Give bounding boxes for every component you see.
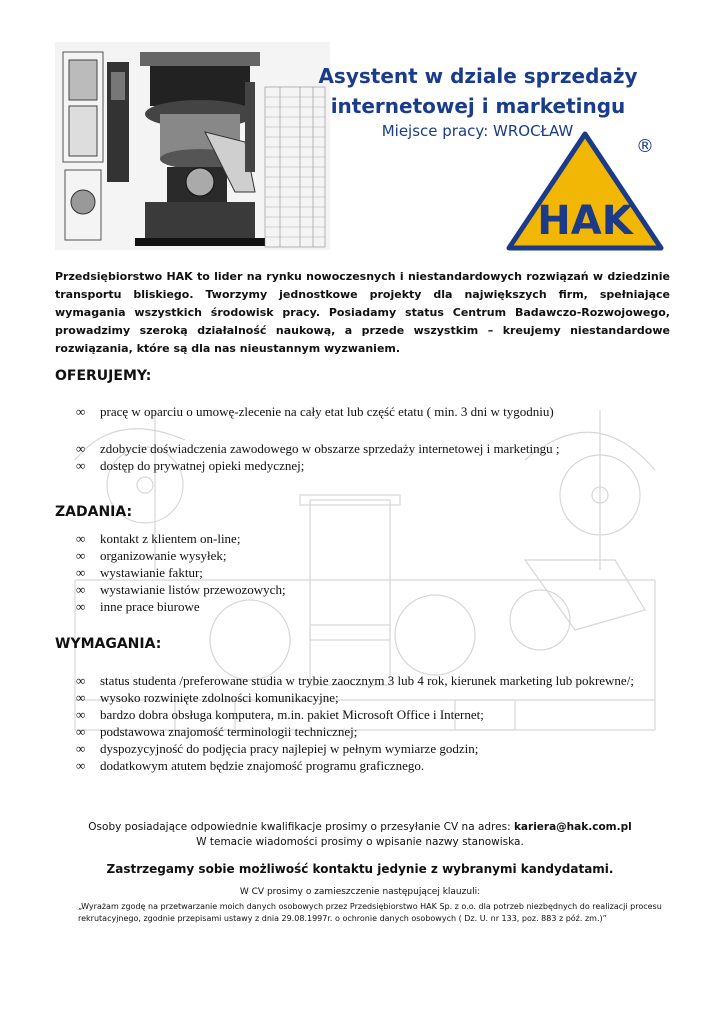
list-item: ∞ kontakt z klientem on-line;	[76, 531, 241, 546]
bullet-icon: ∞	[76, 673, 86, 688]
apply-subject-note: W temacie wiadomości prosimy o wpisanie nazwy stanowiska.	[196, 836, 524, 848]
list-item: ∞ podstawowa znajomość terminologii technicznej;	[76, 724, 358, 739]
bullet-icon: ∞	[76, 690, 86, 705]
job-title-line1: Asystent w dziale sprzedaży	[318, 64, 638, 88]
bullet-icon: ∞	[76, 565, 86, 580]
job-location: Miejsce pracy: WROCŁAW	[381, 122, 574, 140]
list-item: ∞ wystawianie faktur;	[76, 565, 203, 580]
offer-list	[76, 403, 676, 420]
bullet-icon: ∞	[76, 707, 86, 722]
list-item: ∞ zdobycie doświadczenia zawodowego w obszarze sprzedaży internetowej i marketingu ;	[76, 441, 560, 456]
list-item: ∞ status studenta /preferowane studia w trybie zaocznym 3 lub 4 rok, kierunek marketing lub pokrewne/;	[76, 673, 634, 688]
hak-logo	[505, 130, 665, 252]
bullet-icon: ∞	[76, 441, 86, 456]
bullet-icon: ∞	[76, 582, 86, 597]
bullet-icon: ∞	[76, 758, 86, 773]
bullet-icon: ∞	[76, 724, 86, 739]
list-item: ∞ organizowanie wysyłek;	[76, 548, 227, 563]
bullet-icon: ∞	[76, 458, 86, 473]
registered-mark: ®	[636, 136, 654, 157]
company-intro: Przedsiębiorstwo HAK to lider na rynku nowoczesnych i niestandardowych rozwiązań w dziedzinie transportu bliskiego. Tworzymy jednostkowe projekty dla największych firm, spełniające wymagania wszystkich środowisk pracy. Posiadamy status Centrum Badawczo-Rozwojowego, prowadzimy szeroką działalność naukową, a przede wszystkim – kreujemy niestandardowe rozwiązania, które są dla nas nieustannym wyzwaniem.	[55, 270, 670, 355]
bullet-icon: ∞	[76, 599, 86, 614]
apply-instructions: Osoby posiadające odpowiednie kwalifikacje prosimy o przesyłanie CV na adres: kariera@hak.com.pl	[88, 821, 632, 833]
reserve-note: Zastrzegamy sobie możliwość kontaktu jedynie z wybranymi kandydatami.	[106, 862, 614, 876]
requirements-heading: WYMAGANIA:	[55, 636, 162, 652]
list-item: ∞ bardzo dobra obsługa komputera, m.in. pakiet Microsoft Office i Internet;	[76, 707, 484, 722]
requirements-list	[76, 672, 676, 774]
offer-list-2	[76, 440, 676, 474]
contact-email[interactable]: kariera@hak.com.pl	[513, 821, 632, 833]
bullet-icon: ∞	[76, 548, 86, 563]
bullet-icon: ∞	[76, 531, 86, 546]
list-item: ∞ pracę w oparciu o umowę-zlecenie na cały etat lub część etatu ( min. 3 dni w tygodniu)	[76, 404, 554, 419]
bullet-icon: ∞	[76, 404, 86, 419]
job-title-line2: internetowej i marketingu	[330, 94, 626, 118]
clause-intro: W CV prosimy o zamieszczenie następującej klauzuli:	[239, 887, 481, 897]
list-item: ∞ dostęp do prywatnej opieki medycznej;	[76, 458, 305, 473]
list-item: ∞ dyspozycyjność do podjęcia pracy najlepiej w pełnym wymiarze godzin;	[76, 741, 479, 756]
machine-illustration	[55, 42, 330, 250]
list-item: ∞ wystawianie listów przewozowych;	[76, 582, 286, 597]
list-item: ∞ inne prace biurowe	[76, 599, 200, 614]
tasks-heading: ZADANIA:	[55, 504, 133, 520]
offer-heading: OFERUJEMY:	[55, 368, 152, 384]
tasks-list	[76, 530, 676, 615]
gdpr-clause: „Wyrażam zgodę na przetwarzanie moich danych osobowych przez Przedsiębiorstwo HAK Sp. z o.o. dla potrzeb niezbędnych do realizacji procesu rekrutacyjnego, zgodnie przepisami ustawy z dnia 29.08.1997r. o ochronie danych osobowych ( Dz. U. nr 133, poz. 883 z póź. zm.)”	[78, 902, 662, 923]
logo-text: HAK	[537, 198, 633, 244]
list-item: ∞ dodatkowym atutem będzie znajomość programu graficznego.	[76, 758, 425, 773]
bullet-icon: ∞	[76, 741, 86, 756]
list-item: ∞ wysoko rozwinięte zdolności komunikacyjne;	[76, 690, 339, 705]
